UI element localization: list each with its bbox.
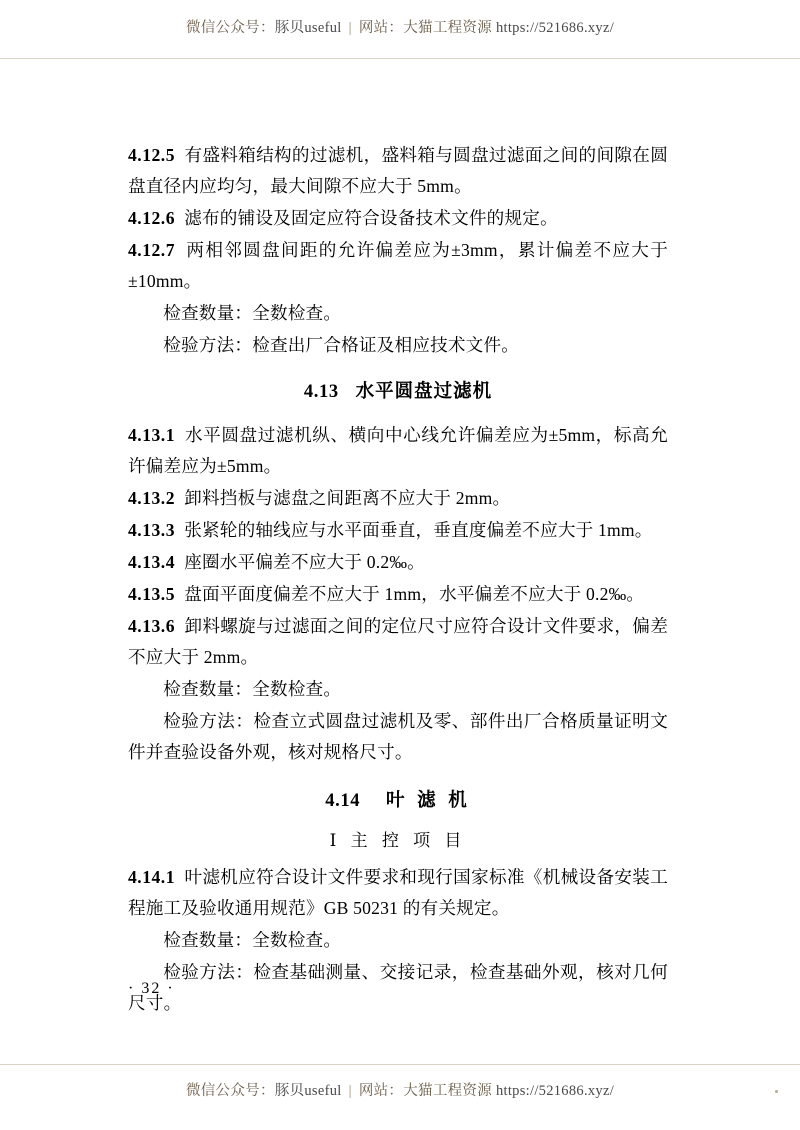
inspection-quantity-1: 检查数量：全数检查。 <box>163 303 342 323</box>
clause-4-13-5 <box>128 579 668 610</box>
section-heading-4-14 <box>128 786 668 816</box>
subsection-heading-main-control: Ⅰ 主 控 项 目 <box>329 831 467 850</box>
clause-4-12-5 <box>128 140 668 202</box>
clause-text: 张紧轮的轴线应与水平面垂直，垂直度偏差不应大于 1mm。 <box>184 520 653 540</box>
clause-text: 叶滤机应符合设计文件要求和现行国家标准《机械设备安装工程施工及验收通用规范》GB 50231 的有关规定。 <box>128 867 669 918</box>
promo-wechat-handle: 豚贝useful <box>274 20 342 36</box>
clause-4-13-2 <box>128 483 668 514</box>
clause-text: 座圈水平偏差不应大于 0.2‰。 <box>184 552 425 572</box>
inspection-method-3: 检验方法：检查基础测量、交接记录，检查基础外观，核对几何尺寸。 <box>128 962 668 1013</box>
clause-4-13-6 <box>128 611 668 673</box>
promo-wechat-label: 微信公众号： <box>185 1083 275 1099</box>
section-number: 4.14 <box>325 791 361 811</box>
clause-4-12-7 <box>128 235 668 297</box>
clause-number: 4.13.3 <box>128 520 175 540</box>
clause-4-13-4 <box>128 547 668 578</box>
clause-4-13-3 <box>128 515 668 546</box>
promo-url: https://521686.xyz/ <box>495 1083 615 1099</box>
section-number: 4.13 <box>303 382 339 402</box>
promo-url: https://521686.xyz/ <box>495 20 615 36</box>
clause-text: 水平圆盘过滤机纵、横向中心线允许偏差应为±5mm，标高允许偏差应为±5mm。 <box>128 425 668 476</box>
promo-site-label: 网站： <box>358 1083 404 1099</box>
inspection-quantity-2: 检查数量：全数检查。 <box>163 679 342 699</box>
clause-text: 有盛料箱结构的过滤机，盛料箱与圆盘过滤面之间的间隙在圆盘直径内应均匀，最大间隙不应大于 5mm。 <box>128 145 669 196</box>
promo-separator: | <box>348 20 352 36</box>
clause-number: 4.13.5 <box>128 584 175 604</box>
section-title: 水平圆盘过滤机 <box>355 382 493 402</box>
clause-text: 卸料螺旋与过滤面之间的定位尺寸应符合设计文件要求，偏差不应大于 2mm。 <box>128 616 669 667</box>
clause-text: 卸料挡板与滤盘之间距离不应大于 2mm。 <box>184 488 511 508</box>
clause-number: 4.13.4 <box>128 552 175 572</box>
footer-divider <box>0 1064 800 1065</box>
promo-footer <box>0 1079 800 1100</box>
clause-text: 盘面平面度偏差不应大于 1mm，水平偏差不应大于 0.2‰。 <box>184 584 645 604</box>
promo-site-label: 网站： <box>358 20 404 36</box>
header-divider <box>0 58 800 59</box>
clause-4-14-1 <box>128 862 668 924</box>
clause-number: 4.14.1 <box>128 867 175 887</box>
section-title: 叶 滤 机 <box>385 791 471 811</box>
promo-site-name: 大猫工程资源 <box>403 1083 493 1099</box>
clause-number: 4.12.5 <box>128 145 175 165</box>
clause-number: 4.12.6 <box>128 208 175 228</box>
inspection-method-1: 检验方法：检查出厂合格证及相应技术文件。 <box>163 335 520 355</box>
promo-wechat-label: 微信公众号： <box>185 20 275 36</box>
section-heading-4-13 <box>128 377 668 407</box>
document-body <box>128 140 668 1020</box>
page-number: · 32 · <box>128 980 175 997</box>
clause-text: 滤布的铺设及固定应符合设备技术文件的规定。 <box>184 208 558 228</box>
promo-header <box>0 16 800 37</box>
promo-site-name: 大猫工程资源 <box>403 20 493 36</box>
promo-wechat-handle: 豚贝useful <box>274 1083 342 1099</box>
inspection-method-2: 检验方法：检查立式圆盘过滤机及零、部件出厂合格质量证明文件并查验设备外观，核对规格尺寸。 <box>128 711 668 762</box>
promo-separator: | <box>348 1083 352 1099</box>
clause-4-12-6 <box>128 203 668 234</box>
corner-dot-icon <box>775 1090 778 1093</box>
clause-number: 4.12.7 <box>128 240 175 260</box>
clause-number: 4.13.2 <box>128 488 175 508</box>
clause-text: 两相邻圆盘间距的允许偏差应为±3mm，累计偏差不应大于±10mm。 <box>128 240 668 291</box>
clause-4-13-1 <box>128 420 668 482</box>
clause-number: 4.13.1 <box>128 425 175 445</box>
inspection-quantity-3: 检查数量：全数检查。 <box>163 930 342 950</box>
clause-number: 4.13.6 <box>128 616 175 636</box>
